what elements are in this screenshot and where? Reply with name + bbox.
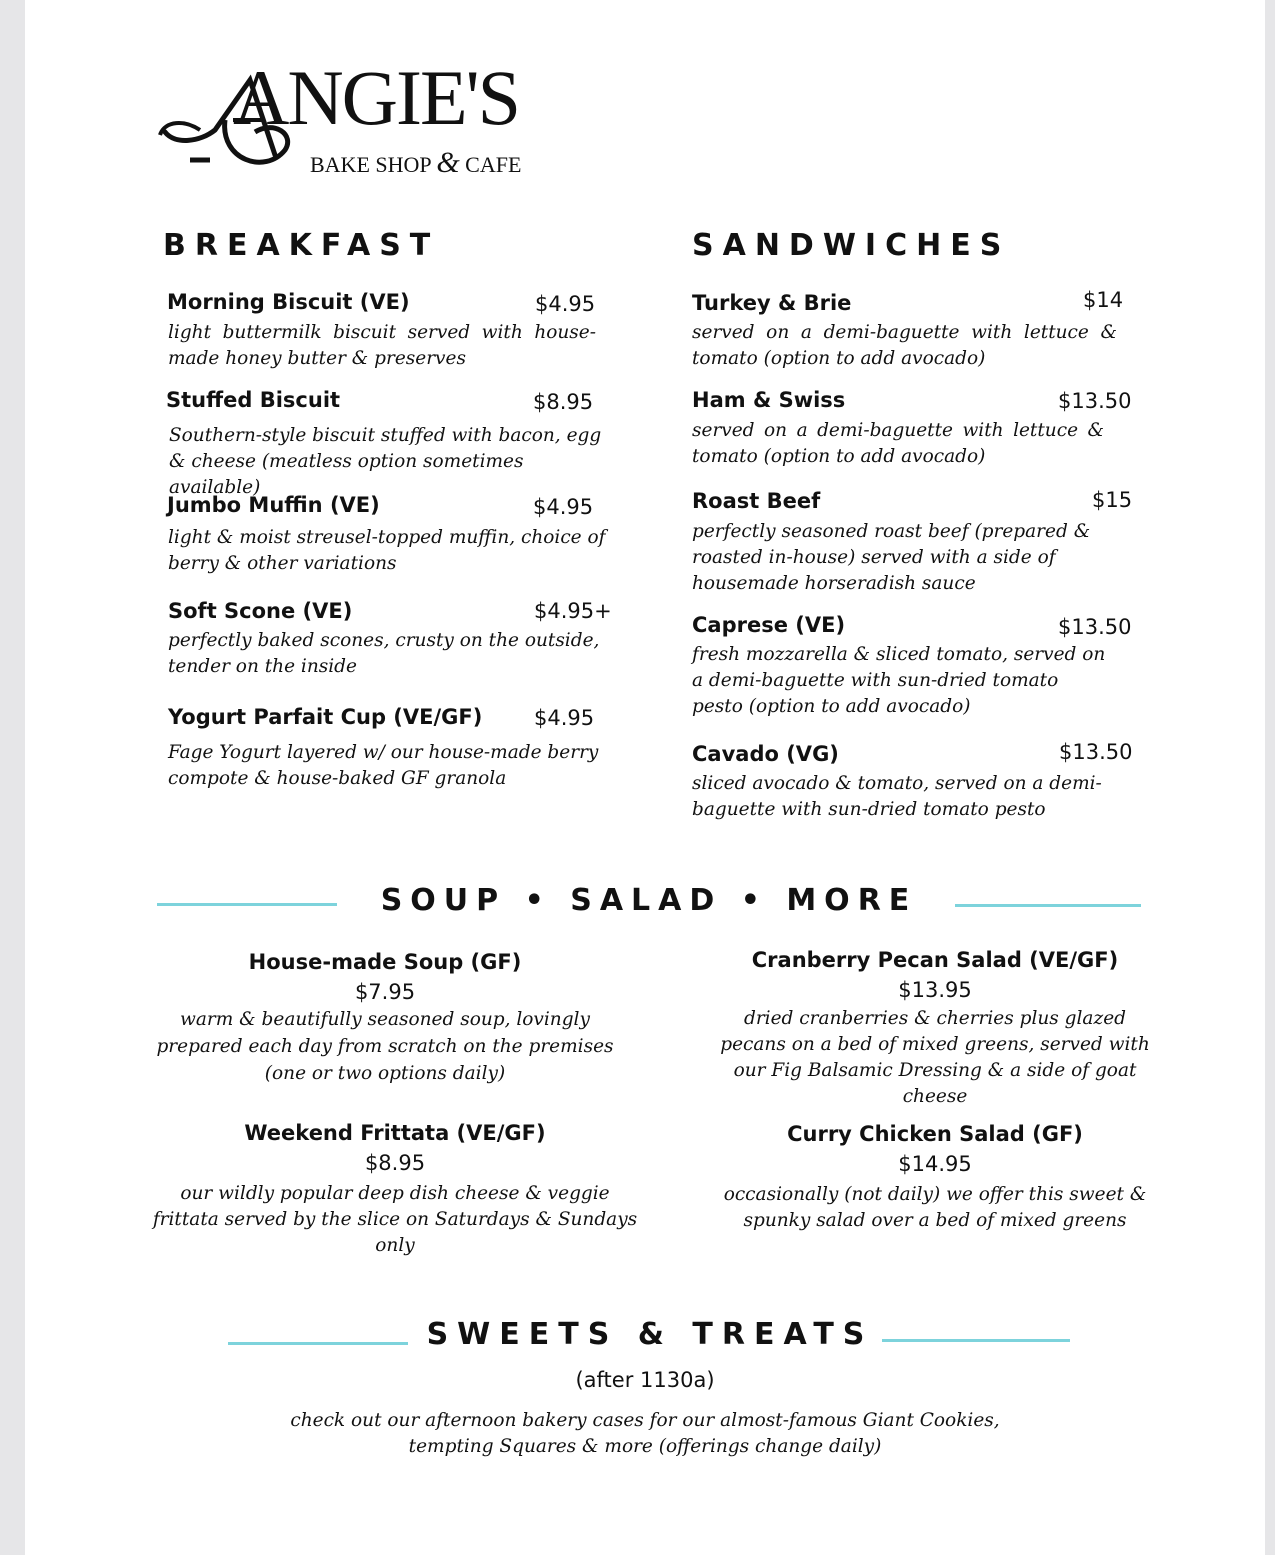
sandwich-item-name: Caprese (VE)	[692, 613, 846, 637]
soup-salad-title: SOUP • SALAD • MORE	[380, 883, 918, 918]
divider-rule	[228, 1342, 408, 1345]
soup-salad-item-desc: occasionally (not daily) we offer this sweet & spunky salad over a bed of mixed greens	[723, 1184, 1147, 1231]
soup-salad-item	[680, 1122, 1190, 1234]
soup-salad-item-desc: dried cranberries & cherries plus glazed pecans on a bed of mixed greens, served with our Fig Balsamic Dressing & a side of goat cheese	[720, 1008, 1150, 1107]
sandwich-item-price: $15	[1092, 488, 1133, 512]
sandwich-item-name: Ham & Swiss	[692, 388, 846, 412]
soup-salad-item-name: Curry Chicken Salad (GF)	[787, 1122, 1083, 1146]
breakfast-item-name: Yogurt Parfait Cup (VE/GF)	[168, 705, 483, 729]
divider-rule	[157, 903, 337, 906]
breakfast-item-price: $4.95	[535, 292, 596, 316]
soup-salad-item-price: $13.95	[898, 978, 972, 1002]
sweets-title: SWEETS & TREATS	[426, 1317, 874, 1352]
sandwich-item-price: $13.50	[1058, 389, 1132, 413]
breakfast-item-price: $4.95+	[534, 599, 612, 623]
divider-rule	[955, 904, 1141, 907]
logo	[155, 54, 535, 180]
breakfast-item-name: Jumbo Muffin (VE)	[167, 493, 380, 517]
breakfast-item-name: Soft Scone (VE)	[168, 599, 353, 623]
breakfast-item-name: Morning Biscuit (VE)	[167, 290, 410, 314]
soup-salad-item-price: $14.95	[898, 1152, 972, 1176]
logo-tagline-left: BAKE SHOP	[310, 152, 431, 177]
logo-wordmark: ANGIE'S	[233, 54, 520, 141]
sandwiches-title: SANDWICHES	[692, 228, 1011, 263]
soup-salad-item-name: House-made Soup (GF)	[248, 950, 522, 974]
breakfast-item-price: $4.95	[534, 706, 595, 730]
sweets-desc: check out our afternoon bakery cases for our almost-famous Giant Cookies, tempting Squares & more (offerings change daily)	[290, 1410, 1000, 1457]
logo-tagline	[310, 146, 521, 180]
breakfast-title: BREAKFAST	[163, 228, 440, 263]
breakfast-item-desc: light buttermilk biscuit served with house-made honey butter & preserves	[168, 322, 596, 369]
soup-salad-item	[140, 1121, 650, 1259]
menu-page	[25, 0, 1265, 1555]
sandwich-item-desc: fresh mozzarella & sliced tomato, served on a demi-baguette with sun-dried tomato pesto (option to add avocado)	[692, 644, 1106, 717]
sandwich-item-desc: served on a demi-baguette with lettuce & tomato (option to add avocado)	[692, 420, 1104, 467]
soup-salad-item	[680, 948, 1190, 1110]
breakfast-item-desc: perfectly baked scones, crusty on the outside, tender on the inside	[168, 630, 600, 677]
breakfast-item-price: $8.95	[533, 390, 594, 414]
soup-salad-item	[130, 950, 640, 1087]
breakfast-item-name: Stuffed Biscuit	[166, 388, 341, 412]
sweets-subtitle: (after 1130a)	[575, 1368, 715, 1392]
soup-salad-item-price: $7.95	[354, 980, 416, 1004]
soup-salad-item-name: Weekend Frittata (VE/GF)	[244, 1121, 546, 1145]
sandwich-item-desc: served on a demi-baguette with lettuce & tomato (option to add avocado)	[692, 322, 1117, 369]
sandwich-item-desc: sliced avocado & tomato, served on a demi-baguette with sun-dried tomato pesto	[692, 773, 1102, 820]
breakfast-item-desc: light & moist streusel-topped muffin, choice of berry & other variations	[168, 527, 606, 574]
logo-tagline-amp: &	[436, 146, 460, 179]
sandwich-item-name: Turkey & Brie	[692, 291, 852, 315]
soup-salad-item-desc: our wildly popular deep dish cheese & veggie frittata served by the slice on Saturdays & Sundays only	[152, 1183, 638, 1256]
breakfast-item-desc: Fage Yogurt layered w/ our house-made berry compote & house-baked GF granola	[168, 742, 599, 789]
logo-tagline-right: CAFE	[465, 152, 522, 177]
sandwich-item-name: Cavado (VG)	[692, 742, 839, 766]
soup-salad-item-desc: warm & beautifully seasoned soup, lovingly prepared each day from scratch on the premises (one or two options daily)	[156, 1009, 614, 1084]
soup-salad-item-price: $8.95	[364, 1151, 426, 1175]
sandwich-item-price: $13.50	[1059, 740, 1133, 764]
breakfast-item-price: $4.95	[533, 495, 594, 519]
sandwich-item-name: Roast Beef	[692, 489, 821, 513]
breakfast-item-desc: Southern-style biscuit stuffed with bacon, egg & cheese (meatless option sometimes available)	[169, 425, 602, 498]
sandwich-item-price: $14	[1083, 288, 1124, 312]
sandwich-item-price: $13.50	[1058, 615, 1132, 639]
soup-salad-item-name: Cranberry Pecan Salad (VE/GF)	[751, 948, 1119, 972]
sandwich-item-desc: perfectly seasoned roast beef (prepared & roasted in-house) served with a side of housemade horseradish sauce	[692, 521, 1091, 594]
divider-rule	[882, 1339, 1070, 1342]
